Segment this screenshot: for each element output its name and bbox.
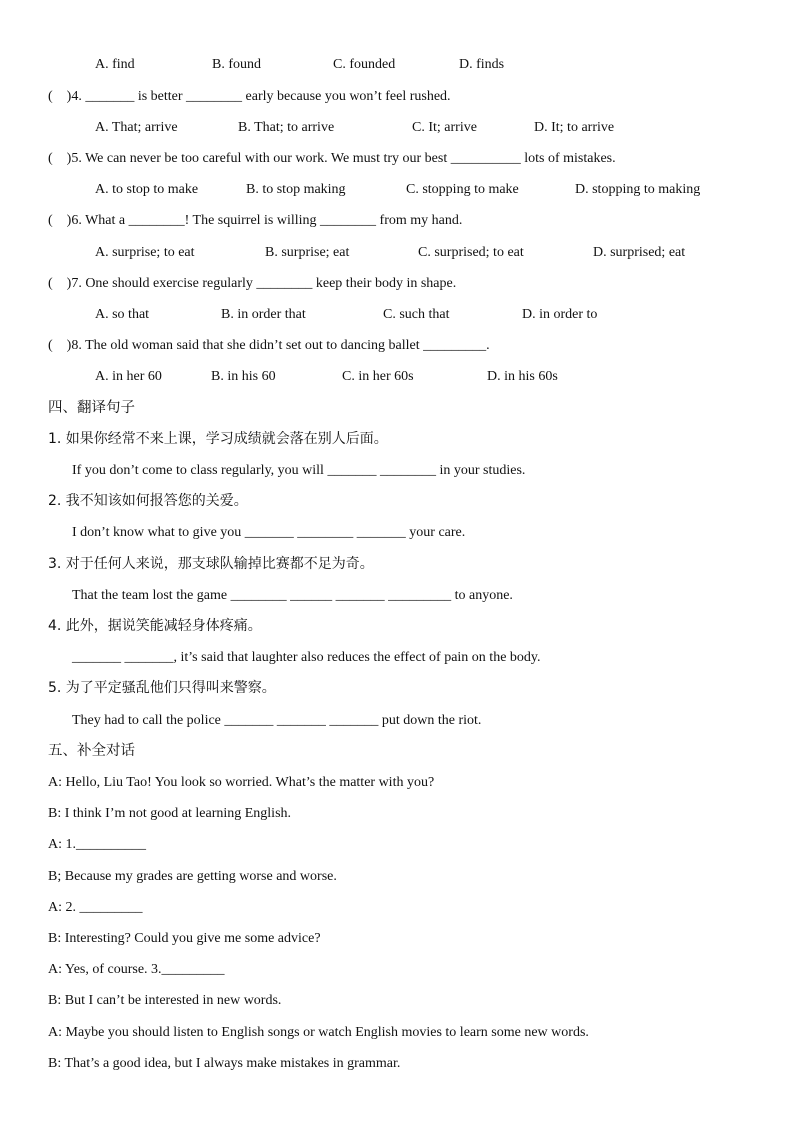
dialogue-line-8: B: But I can’t be interested in new words. [48, 993, 282, 1008]
translation-3-chinese: 3. 对于任何人来说，那支球队输掉比赛都不足为奇。 [48, 556, 374, 572]
q7-option-c: C. such that [383, 307, 450, 322]
q5-option-b: B. to stop making [246, 182, 346, 197]
question-4: ( )4. _______ is better ________ early because you won’t feel rushed. [48, 89, 451, 104]
question-8: ( )8. The old woman said that she didn’t set out to dancing ballet _________. [48, 338, 490, 353]
dialogue-line-10: B: That’s a good idea, but I always make mistakes in grammar. [48, 1056, 401, 1071]
q4-option-c: C. It; arrive [412, 120, 477, 135]
q5-option-d: D. stopping to making [575, 182, 701, 197]
section-5-heading: 五、补全对话 [48, 743, 135, 759]
question-5: ( )5. We can never be too careful with our work. We must try our best __________ lots of mistakes. [48, 151, 616, 166]
question-7: ( )7. One should exercise regularly ________ keep their body in shape. [48, 276, 457, 291]
q8-option-d: D. in his 60s [487, 369, 558, 384]
dialogue-line-6: B: Interesting? Could you give me some advice? [48, 931, 321, 946]
dialogue-line-7: A: Yes, of course. 3._________ [48, 962, 225, 977]
q7-option-d: D. in order to [522, 307, 598, 322]
q4-option-a: A. That; arrive [95, 120, 178, 135]
q5-option-a: A. to stop to make [95, 182, 199, 197]
dialogue-line-9: A: Maybe you should listen to English songs or watch English movies to learn some new words. [48, 1025, 589, 1040]
translation-4-english: _______ _______, it’s said that laughter also reduces the effect of pain on the body. [72, 650, 541, 665]
dialogue-line-1: A: Hello, Liu Tao! You look so worried. What’s the matter with you? [48, 775, 435, 790]
dialogue-line-2: B: I think I’m not good at learning English. [48, 806, 292, 821]
question-6: ( )6. What a ________! The squirrel is willing ________ from my hand. [48, 213, 463, 228]
translation-2-english: I don’t know what to give you _______ ________ _______ your care. [72, 525, 466, 540]
dialogue-line-4: B; Because my grades are getting worse and worse. [48, 869, 337, 884]
translation-4-chinese: 4. 此外，据说笑能减轻身体疼痛。 [48, 618, 262, 634]
q6-option-d: D. surprised; eat [593, 245, 686, 260]
dialogue-line-3: A: 1.__________ [48, 837, 146, 852]
q3-option-b: B. found [212, 57, 261, 72]
q3-option-c: C. founded [333, 57, 396, 72]
translation-3-english: That the team lost the game ________ ______ _______ _________ to anyone. [72, 588, 513, 603]
dialogue-line-5: A: 2. _________ [48, 900, 143, 915]
section-4-heading: 四、翻译句子 [48, 400, 135, 416]
q8-option-b: B. in his 60 [211, 369, 276, 384]
q7-option-a: A. so that [95, 307, 150, 322]
translation-5-chinese: 5. 为了平定骚乱他们只得叫来警察。 [48, 680, 276, 696]
q7-option-b: B. in order that [221, 307, 306, 322]
q8-option-a: A. in her 60 [95, 369, 162, 384]
q3-option-a: A. find [95, 57, 135, 72]
q4-option-b: B. That; to arrive [238, 120, 335, 135]
q3-option-d: D. finds [459, 57, 505, 72]
q6-option-a: A. surprise; to eat [95, 245, 195, 260]
translation-5-english: They had to call the police _______ _______ _______ put down the riot. [72, 713, 482, 728]
q5-option-c: C. stopping to make [406, 182, 519, 197]
q6-option-c: C. surprised; to eat [418, 245, 524, 260]
q8-option-c: C. in her 60s [342, 369, 414, 384]
translation-1-chinese: 1. 如果你经常不来上课，学习成绩就会落在别人后面。 [48, 431, 388, 447]
translation-2-chinese: 2. 我不知该如何报答您的关爱。 [48, 493, 248, 509]
q4-option-d: D. It; to arrive [534, 120, 615, 135]
translation-1-english: If you don’t come to class regularly, you will _______ ________ in your studies. [72, 463, 526, 478]
q6-option-b: B. surprise; eat [265, 245, 350, 260]
